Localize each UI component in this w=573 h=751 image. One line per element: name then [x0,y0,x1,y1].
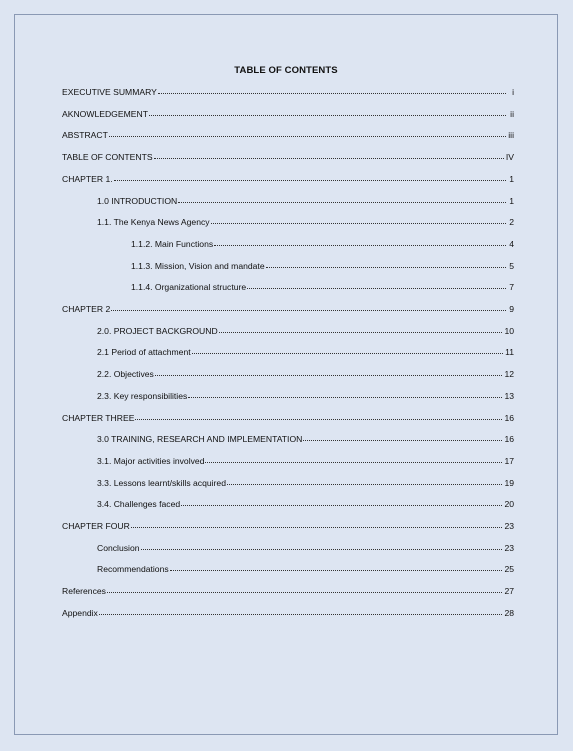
toc-entry-text: Conclusion [97,542,140,553]
toc-page-number: 7 [509,282,514,293]
dot-leader [131,519,503,528]
dot-leader [111,302,506,311]
dot-leader [227,476,502,485]
dot-leader [99,606,503,615]
toc-entry[interactable] [62,412,514,424]
toc-entry-text: 1.1.2. Main Functions [131,238,214,249]
toc-entry[interactable] [62,151,514,163]
toc-page-number: 23 [504,521,514,531]
toc-entry[interactable] [62,86,514,98]
dot-leader [192,345,503,354]
toc-entry[interactable] [97,455,514,467]
toc-entry-text: 3.4. Challenges faced [97,499,181,510]
dot-leader [155,367,503,376]
toc-entry-text: CHAPTER 1. [62,173,113,184]
dot-leader [211,215,506,224]
dot-leader [114,172,506,181]
toc-page-number: i [512,87,514,97]
toc-entry[interactable] [62,585,514,597]
toc-entry-text: 3.0 TRAINING, RESEARCH AND IMPLEMENTATION [97,434,303,445]
toc-entry-text: CHAPTER FOUR [62,521,130,531]
toc-entry[interactable] [97,195,514,207]
dot-leader [141,541,503,550]
toc-entry[interactable] [97,346,514,358]
toc-page-number: 19 [504,477,514,488]
toc-entry-text: 3.3. Lessons learnt/skills acquired [97,477,226,488]
toc-page-number: 16 [504,412,514,423]
toc-page-number: 23 [504,542,514,553]
toc-title: TABLE OF CONTENTS [234,65,338,76]
toc-entry-text: 1.1. The Kenya News Agency [97,217,210,228]
dot-leader [154,150,504,159]
toc-page-number: 20 [504,499,514,510]
toc-page-number: 17 [504,455,514,466]
toc-page-number: 11 [505,347,514,358]
toc-entry-text: ABSTRACT [62,130,108,141]
toc-page-number: 28 [504,607,514,618]
toc-entry[interactable] [131,260,514,272]
toc-entry[interactable] [62,173,514,185]
toc-page-number: 2 [509,217,514,228]
toc-entry[interactable] [62,129,514,141]
toc-page-number: IV [505,152,514,163]
toc-page-number: 16 [504,434,514,445]
toc-entry-text: 1.1.3. Mission, Vision and mandate [131,260,265,271]
toc-page-number: 5 [509,260,514,271]
toc-page-number: 9 [509,304,514,314]
toc-entry[interactable] [97,477,514,489]
toc-entry-text: 1.0 INTRODUCTION [97,195,178,206]
toc-entry-text: 2.3. Key responsibilities [97,390,188,401]
dot-leader [109,128,506,137]
toc-entry[interactable] [97,433,514,445]
toc-entry-text: EXECUTIVE SUMMARY [62,87,157,97]
dot-leader [214,237,506,246]
dot-leader [247,280,506,289]
toc-page-number: 4 [509,238,514,249]
toc-page-number: 1 [509,195,514,206]
toc-list [15,15,557,734]
dot-leader [135,411,502,420]
toc-entry-text: 3.1. Major activities involved [97,455,205,466]
toc-page-number: 13 [504,390,514,401]
toc-page-number: 27 [504,586,514,597]
toc-entry[interactable] [62,108,514,120]
toc-entry[interactable] [131,238,514,250]
toc-entry[interactable] [62,303,514,315]
toc-entry-text: TABLE OF CONTENTS [62,152,153,163]
toc-entry-text: 2.2. Objectives [97,369,154,380]
toc-entry-text: CHAPTER THREE [62,412,135,423]
dot-leader [303,432,502,441]
toc-entry-text: AKNOWLEDGEMENT [62,108,148,119]
dot-leader [178,194,506,203]
dot-leader [219,324,503,333]
toc-page-number: 12 [504,369,514,380]
toc-entry-text: 1.1.4. Organizational structure [131,282,247,293]
toc-entry-text: Appendix [62,607,98,618]
toc-page-number: 25 [504,564,514,575]
toc-entry[interactable] [62,520,514,532]
dot-leader [170,562,503,571]
dot-leader [107,584,502,593]
dot-leader [158,85,506,94]
dot-leader [181,497,502,506]
toc-entry-text: Recommendations [97,564,169,575]
toc-entry[interactable] [97,563,514,575]
toc-entry[interactable] [97,542,514,554]
dot-leader [205,454,502,463]
toc-entry[interactable] [97,498,514,510]
toc-page-number: 1 [509,173,514,184]
dot-leader [188,389,502,398]
toc-entry-text: References [62,586,106,597]
dot-leader [266,259,506,268]
document-page [14,14,558,735]
toc-entry-text: CHAPTER 2 [62,304,111,314]
dot-leader [149,107,506,116]
toc-entry[interactable] [97,216,514,228]
toc-page-number: ii [510,108,514,119]
toc-entry-text: 2.0. PROJECT BACKGROUND [97,325,218,336]
toc-entry[interactable] [62,607,514,619]
toc-page-number: iii [508,130,514,141]
toc-entry-text: 2.1 Period of attachment [97,347,191,358]
toc-entry[interactable] [97,325,514,337]
toc-entry[interactable] [97,368,514,380]
toc-entry[interactable] [97,390,514,402]
toc-entry[interactable] [131,281,514,293]
toc-page-number: 10 [504,325,514,336]
